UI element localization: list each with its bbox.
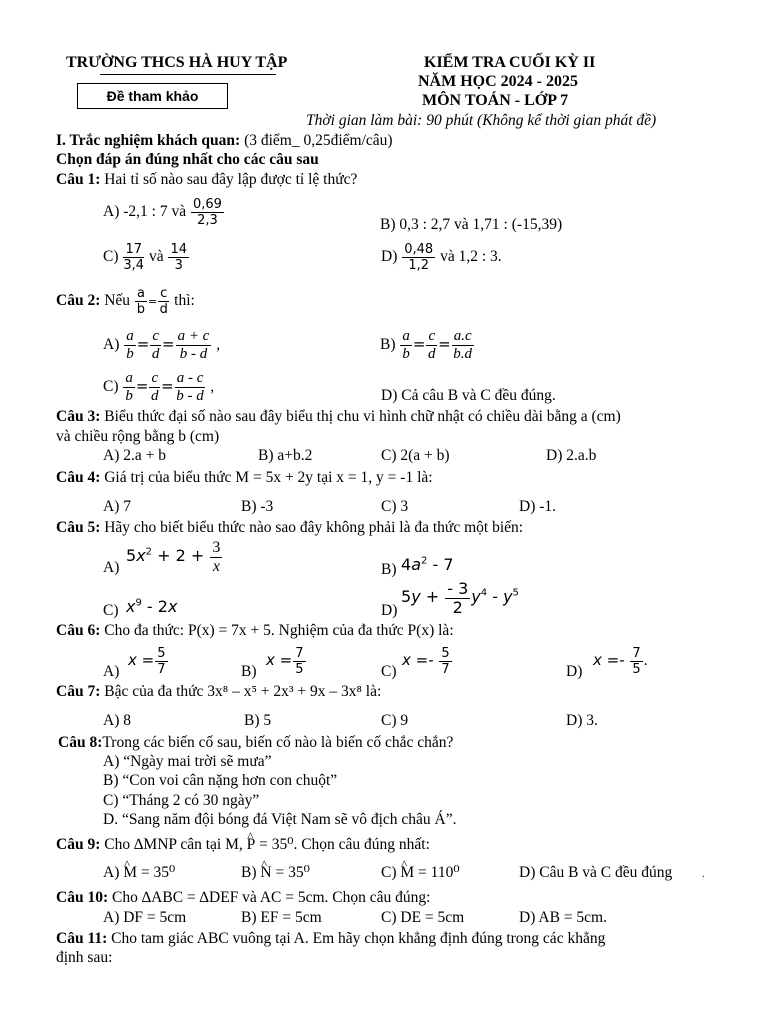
q6-option-c-expr: x =- $\frac{5}{7}$ [402, 645, 450, 677]
q7-option-c: C) 9 [381, 712, 409, 729]
q5-option-d-label: D) [381, 602, 398, 619]
question-11-cont: định sau: [56, 949, 113, 966]
q1-option-a: A) -2,1 : 7 và $\frac{0,69}{2,3}$ [103, 196, 222, 228]
q9-option-b: B) ^ N = 35⁰ [241, 864, 310, 882]
q4-option-d: D) -1. [519, 498, 557, 515]
q7-option-a: A) 8 [103, 712, 131, 729]
q6-option-b-expr: x = $\frac{7}{5}$ [266, 645, 304, 677]
question-5: Câu 5: Hãy cho biết biểu thức nào sao đây không phải là đa thức một biến: [56, 519, 524, 536]
question-11: Câu 11: Cho tam giác ABC vuông tại A. Em hãy chọn khẳng định đúng trong các khẳng [56, 930, 606, 947]
q2-option-a: A) $\frac{a}{b}$ = $\frac{c}{d}$ = $\frac{a + c}{b - d}$ , [103, 327, 221, 362]
q6-option-c-label: C) [381, 663, 397, 680]
question-4: Câu 4: Giá trị của biểu thức M = 5x + 2y tại x = 1, y = -1 là: [56, 469, 433, 486]
q2-option-d: D) Cả câu B và C đều đúng. [381, 387, 556, 404]
q9-option-c: C) ^ M = 110⁰ [381, 864, 460, 882]
q9-option-a: A) ^ M = 35⁰ [103, 864, 175, 882]
q2-option-c: C) $\frac{a}{b}$ = $\frac{c}{d}$ = $\frac{a - c}{b - d}$ , [103, 369, 215, 404]
q10-option-d: D) AB = 5cm. [519, 909, 607, 926]
q10-option-a: A) DF = 5cm [103, 909, 187, 926]
q1-option-c: C) $\frac{17}{3,4}$ và $\frac{14}{3}$ [103, 241, 187, 273]
q1-option-b: B) 0,3 : 2,7 và 1,71 : (-15,39) [380, 216, 563, 233]
q10-option-b: B) EF = 5cm [241, 909, 322, 926]
q4-option-b: B) -3 [241, 498, 274, 515]
q7-option-b: B) 5 [244, 712, 272, 729]
q5-option-a-expr: $5x^2 + 2$ + $\frac{3}{x}$ [126, 538, 221, 575]
q9-option-d: D) Câu B và C đều đúng [519, 864, 673, 881]
q3-option-b: B) a+b.2 [258, 447, 313, 464]
q6-option-d-expr: x =- $\frac{7}{5}$ . [593, 645, 648, 677]
q4-option-a: A) 7 [103, 498, 131, 515]
school-name: TRƯỜNG THCS HÀ HUY TẬP [66, 54, 288, 71]
q8-option-a: A) “Ngày mai trời sẽ mưa” [103, 753, 272, 770]
q5-option-c-expr: $x^9 - 2x$ [126, 597, 178, 616]
q1-option-d: D) $\frac{0,48}{1,2}$ và 1,2 : 3. [381, 241, 502, 273]
q8-option-d: D. “Sang năm đội bóng đá Việt Nam sẽ vô địch châu Á”. [103, 811, 457, 828]
q3-option-d: D) 2.a.b [546, 447, 597, 464]
q10-option-c: C) DE = 5cm [381, 909, 465, 926]
q5-option-d-expr: 5y + $\frac{- 3}{2}$ $y^4 - y^5$ [401, 578, 519, 617]
q5-option-b-expr: $4a^2 - 7$ [401, 555, 454, 574]
q8-option-c: C) “Tháng 2 có 30 ngày” [103, 792, 260, 809]
question-7: Câu 7: Bậc của đa thức 3x⁸ – x⁵ + 2x³ + 9x – 3x⁸ là: [56, 683, 382, 700]
question-6: Câu 6: Cho đa thức: P(x) = 7x + 5. Nghiệm của đa thức P(x) là: [56, 622, 454, 639]
question-1: Câu 1: Hai tỉ số nào sau đây lập được tỉ lệ thức? [56, 171, 358, 188]
q6-option-b-label: B) [241, 663, 257, 680]
q6-option-d-label: D) [566, 663, 583, 680]
reference-badge: Đề tham khảo [77, 83, 228, 109]
q2-option-b: B) $\frac{a}{b}$ = $\frac{c}{d}$ = $\frac{a.c}{b.d}$ [380, 327, 473, 362]
q9-period: . [702, 869, 705, 880]
section-heading: I. Trắc nghiệm khách quan: (3 điểm_ 0,25điểm/câu) [56, 132, 393, 149]
q6-option-a-label: A) [103, 663, 120, 680]
q3-option-c: C) 2(a + b) [381, 447, 450, 464]
question-3: Câu 3: Biểu thức đại số nào sau đây biểu thị chu vi hình chữ nhật có chiều dài bằng a (cm) [56, 408, 621, 425]
question-2: Câu 2: Nếu $\frac{a}{b}$ = $\frac{c}{d}$ thì: [56, 285, 195, 317]
q5-option-a-label: A) [103, 559, 120, 576]
q5-option-c-label: C) [103, 602, 119, 619]
question-8: Câu 8:Trong các biến cố sau, biến cố nào là biến cố chắc chắn? [58, 734, 454, 751]
subject-title: MÔN TOÁN - LỚP 7 [422, 92, 569, 109]
q7-option-d: D) 3. [566, 712, 598, 729]
q8-option-b: B) “Con voi cân nặng hơn con chuột” [103, 772, 338, 789]
q3-option-a: A) 2.a + b [103, 447, 166, 464]
exam-title: KIỂM TRA CUỐI KỲ II [424, 54, 596, 71]
question-9: Câu 9: Cho ∆MNP cân tại M, ^ P = 35⁰. Chọn câu đúng nhất: [56, 836, 430, 854]
q5-option-b-label: B) [381, 561, 397, 578]
question-3-cont: và chiều rộng bằng b (cm) [56, 428, 220, 445]
question-10: Câu 10: Cho ∆ABC = ∆DEF và AC = 5cm. Chọn câu đúng: [56, 889, 431, 906]
q4-option-c: C) 3 [381, 498, 409, 515]
school-underline [100, 74, 276, 75]
exam-time: Thời gian làm bài: 90 phút (Không kể thời gian phát đề) [306, 112, 657, 129]
q6-option-a-expr: x = $\frac{5}{7}$ [128, 645, 166, 677]
section-instruction: Chọn đáp án đúng nhất cho các câu sau [56, 151, 319, 168]
school-year: NĂM HỌC 2024 - 2025 [418, 73, 578, 90]
